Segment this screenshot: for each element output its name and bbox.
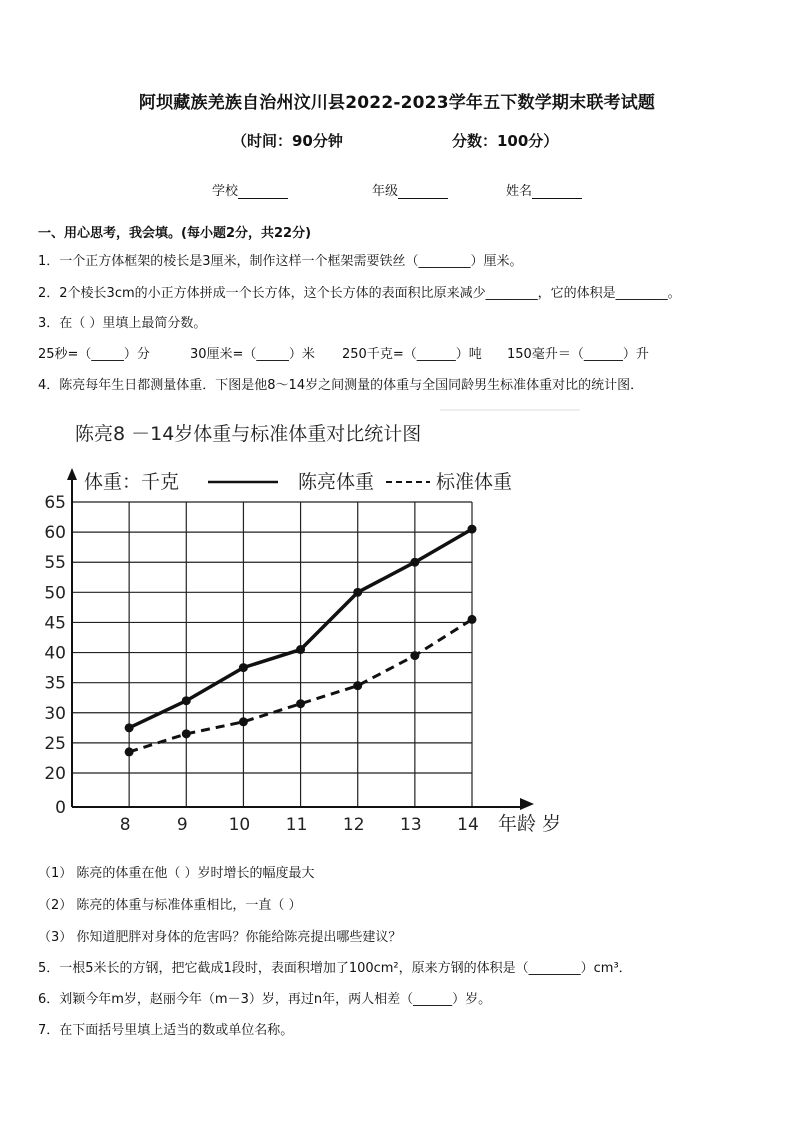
chenliang-weight-point xyxy=(353,588,362,597)
question-3-item: 30厘米=（_____）米 xyxy=(190,347,315,362)
question-3-item: 250千克=（______）吨 xyxy=(342,347,482,362)
y-tick-label: 50 xyxy=(44,583,66,604)
school-label: 学校 xyxy=(212,184,239,199)
x-tick-label: 11 xyxy=(285,815,308,835)
name-blank[interactable] xyxy=(532,184,582,199)
y-tick-label: 0 xyxy=(55,798,66,818)
x-tick-label: 14 xyxy=(457,815,479,835)
question-1: 1．一个正方体框架的棱长是3厘米，制作这样一个框架需要铁丝（________）厘米。 xyxy=(38,254,523,269)
y-tick-label: 30 xyxy=(44,703,66,724)
school-blank[interactable] xyxy=(238,184,288,199)
chart-title: 陈亮8 －14岁体重与标准体重对比统计图 xyxy=(75,423,422,445)
x-tick-label: 9 xyxy=(176,815,188,835)
question-4-part-3: （3） 你知道肥胖对身体的危害吗？你能给陈亮提出哪些建议？ xyxy=(38,930,402,945)
x-tick-label: 10 xyxy=(228,815,251,835)
y-tick-label: 45 xyxy=(44,613,66,634)
standard-weight-point xyxy=(182,729,191,738)
x-axis-label: 年龄 岁 xyxy=(498,813,562,835)
name-field xyxy=(506,180,582,199)
question-4: 4．陈亮每年生日都测量体重．下图是他8～14岁之间测量的体重与全国同龄男生标准体重对比的统计图． xyxy=(38,378,644,393)
legend-solid-label: 陈亮体重 xyxy=(298,471,375,493)
standard-weight-point xyxy=(125,747,134,756)
question-6: 6．刘颖今年m岁，赵丽今年（m－3）岁，再过n年，两人相差（______）岁。 xyxy=(38,992,492,1007)
page-title: 阿坝藏族羌族自治州汶川县2022-2023学年五下数学期末联考试题 xyxy=(138,93,656,113)
y-tick-label: 20 xyxy=(44,764,66,784)
chart-svg xyxy=(0,400,794,850)
chenliang-weight-point xyxy=(125,723,134,732)
section-heading: 一、用心思考，我会填。(每小题2分，共22分) xyxy=(38,226,312,241)
grade-field xyxy=(372,180,448,199)
y-tick-label: 40 xyxy=(44,643,66,664)
weight-chart xyxy=(0,400,794,850)
question-5: 5．一根5米长的方钢，把它截成1段时，表面积增加了100cm²，原来方钢的体积是（________）cm³． xyxy=(38,961,632,976)
chenliang-weight-point xyxy=(296,645,305,654)
legend-dashed-label: 标准体重 xyxy=(436,471,513,493)
standard-weight-point xyxy=(239,717,248,726)
chenliang-weight-point xyxy=(410,558,419,567)
grade-blank[interactable] xyxy=(398,184,448,199)
y-tick-label: 60 xyxy=(44,523,66,544)
standard-weight-point xyxy=(468,615,477,624)
y-tick-label: 35 xyxy=(44,673,66,694)
exam-score: 分数：100分） xyxy=(452,132,559,150)
standard-weight-point xyxy=(353,681,362,690)
y-tick-label: 65 xyxy=(44,493,66,513)
question-3: 3．在（ ）里填上最简分数。 xyxy=(38,316,207,331)
x-axis-arrow xyxy=(520,798,534,810)
question-3-item: 25秒=（_____）分 xyxy=(38,347,150,362)
x-tick-labels xyxy=(120,815,479,835)
x-tick-label: 13 xyxy=(400,815,422,835)
x-tick-label: 12 xyxy=(342,815,365,835)
question-4-part-1: （1） 陈亮的体重在他（ ）岁时增长的幅度最大 xyxy=(38,866,315,881)
chenliang-weight-point xyxy=(468,525,477,534)
y-axis-label: 体重：千克 xyxy=(84,471,180,493)
name-label: 姓名 xyxy=(506,184,533,199)
question-7: 7．在下面括号里填上适当的数或单位名称。 xyxy=(38,1023,294,1038)
y-tick-label: 25 xyxy=(44,733,66,754)
school-field xyxy=(212,180,288,199)
question-3-item: 150毫升＝（______）升 xyxy=(507,347,649,362)
standard-weight-point xyxy=(410,651,419,660)
standard-weight-point xyxy=(296,699,305,708)
chenliang-weight-point xyxy=(182,696,191,705)
question-4-part-2: （2） 陈亮的体重与标准体重相比，一直（ ） xyxy=(38,898,302,913)
question-2: 2．2个棱长3cm的小正方体拼成一个长方体，这个长方体的表面积比原来减少________，它的体积是________。 xyxy=(38,286,681,301)
chenliang-weight-point xyxy=(239,663,248,672)
y-tick-label: 55 xyxy=(44,553,66,574)
y-tick-labels xyxy=(44,493,66,818)
x-tick-label: 8 xyxy=(119,815,131,835)
exam-time: （时间：90分钟 xyxy=(232,132,343,150)
grade-label: 年级 xyxy=(372,184,399,199)
